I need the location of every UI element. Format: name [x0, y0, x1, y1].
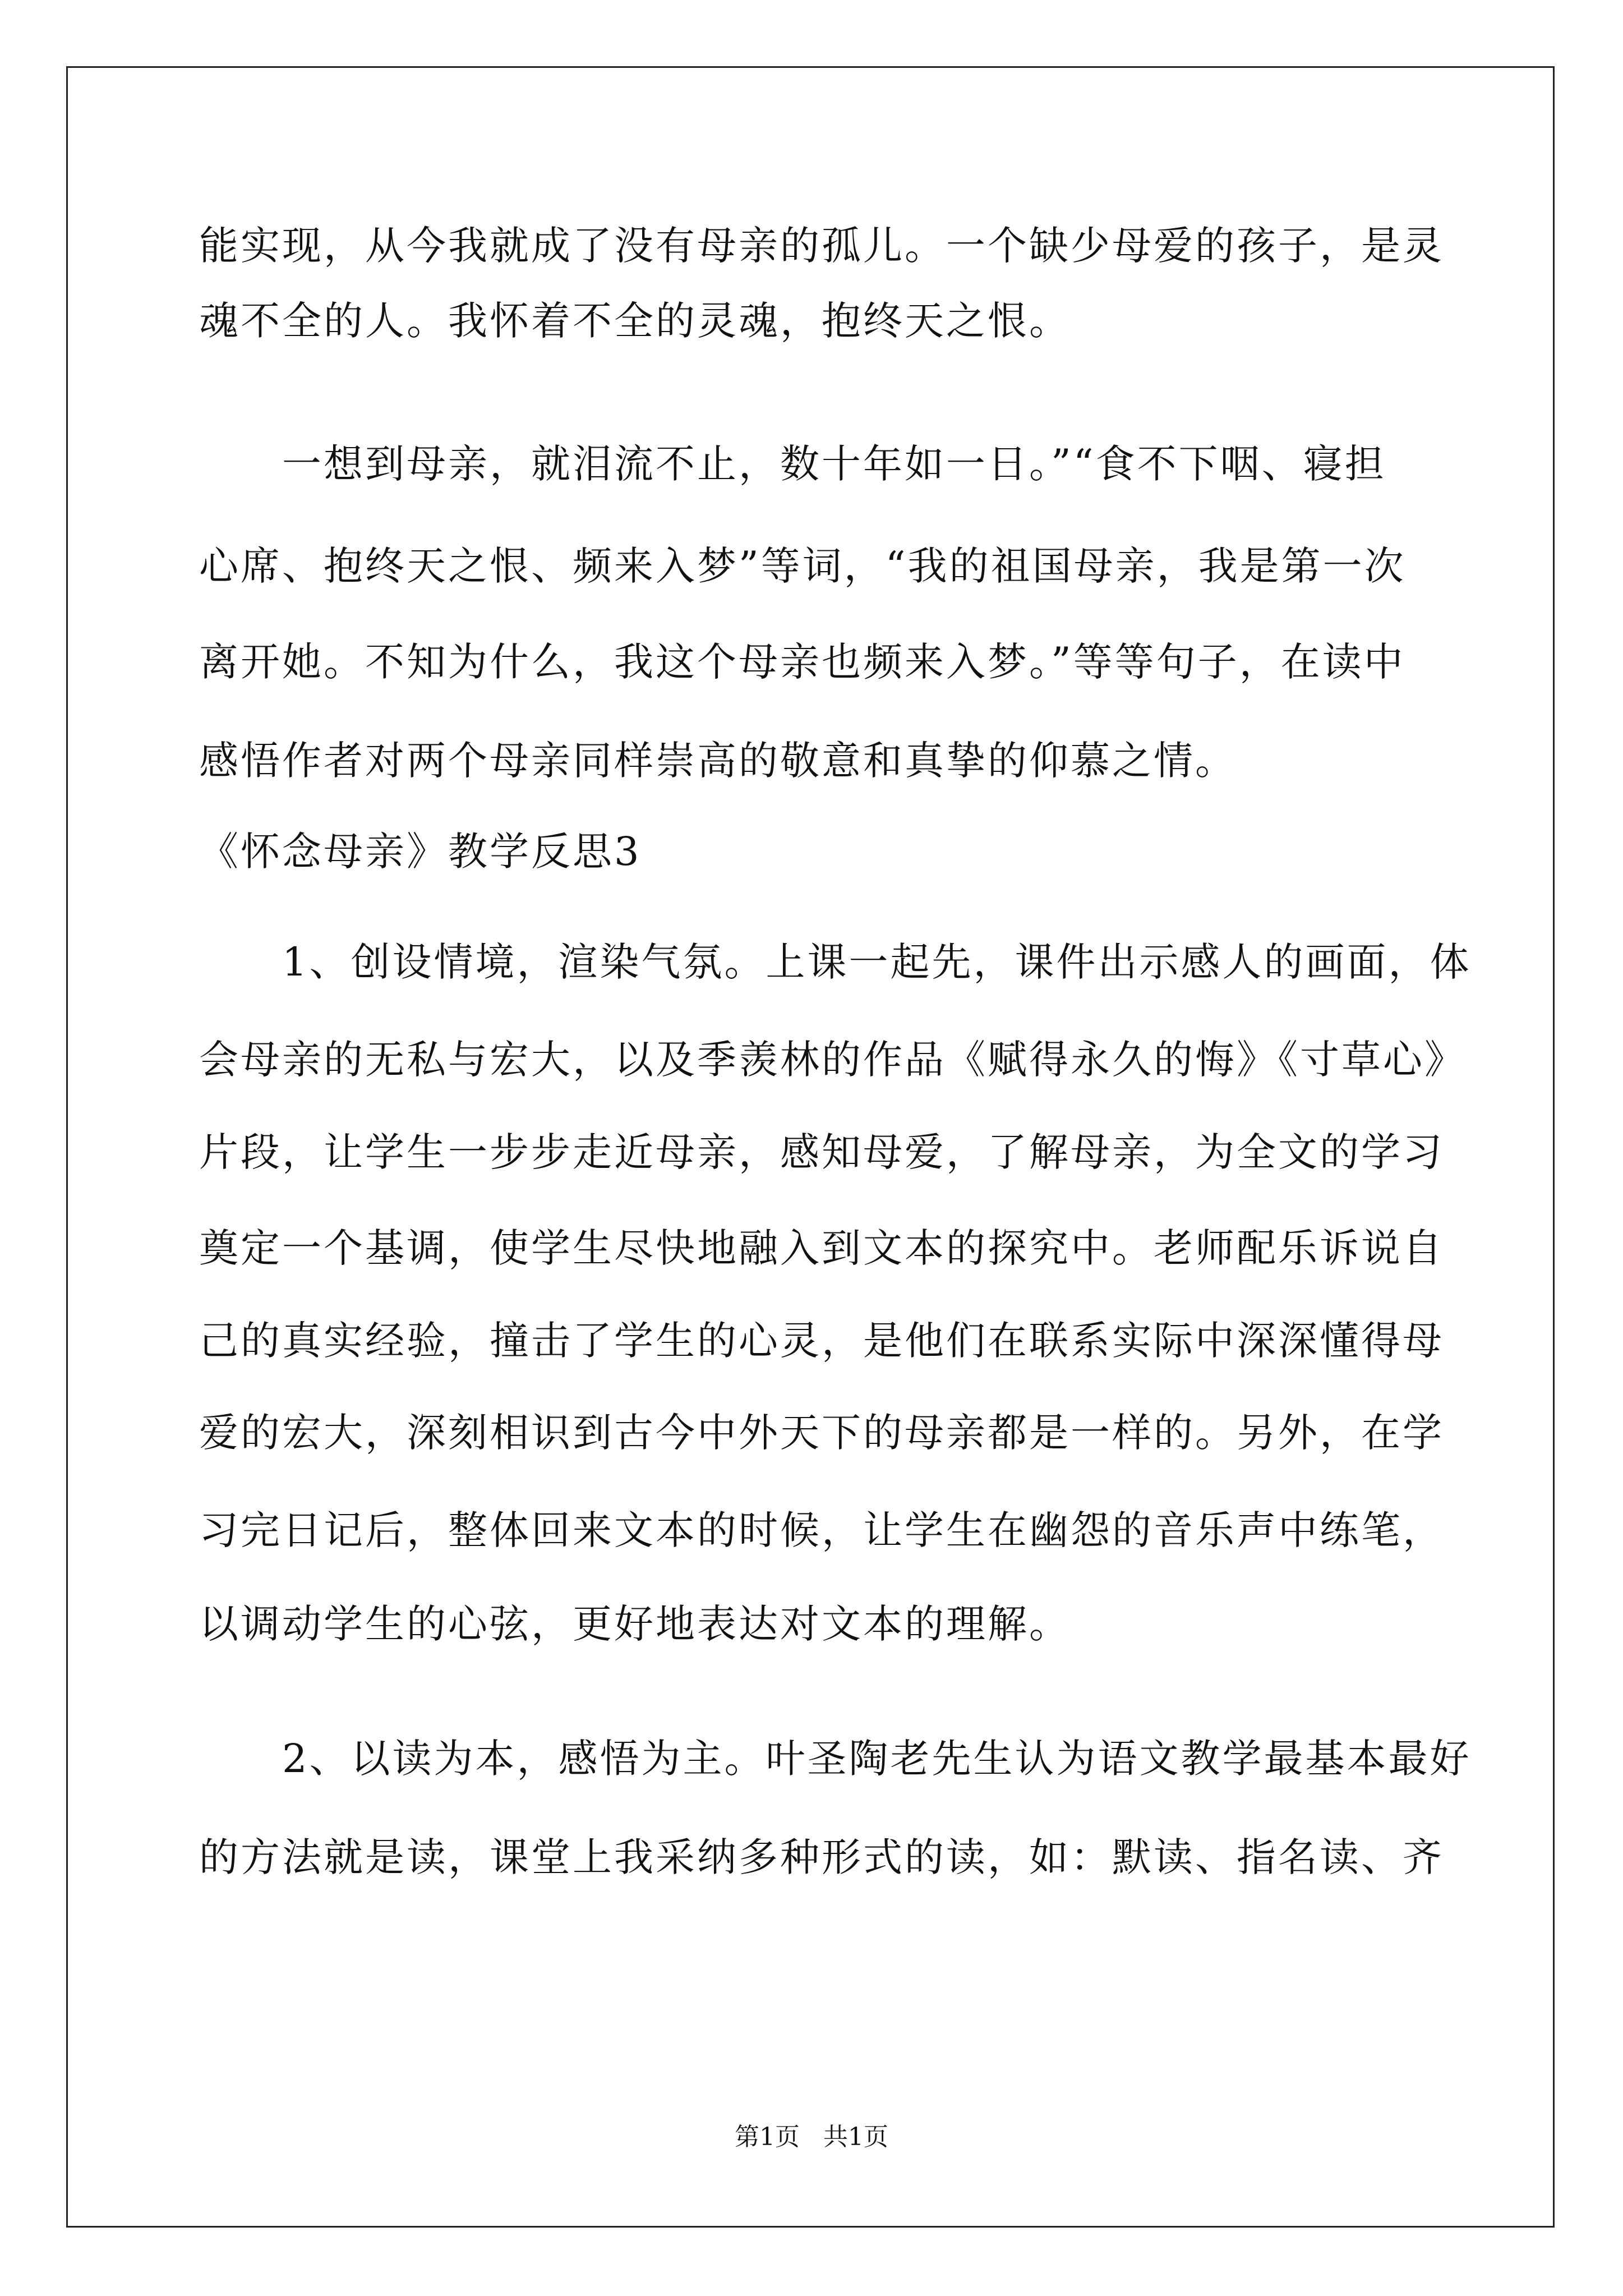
- text-line: 会母亲的无私与宏大，以及季羡林的作品《赋得永久的悔》《寸草心》: [199, 1037, 1466, 1083]
- text-line: 离开她。不知为什么，我这个母亲也频来入梦。”等等句子，在读中: [199, 639, 1405, 685]
- text-line: 爱的宏大，深刻相识到古今中外天下的母亲都是一样的。另外，在学: [199, 1410, 1444, 1456]
- text-line: 感悟作者对两个母亲同样崇高的敬意和真挚的仰慕之情。: [199, 738, 1237, 784]
- text-line: 1、创设情境，渲染气氛。上课一起先，课件出示感人的画面，体: [199, 939, 1472, 985]
- text-line: 魂不全的人。我怀着不全的灵魂，抱终天之恨。: [199, 298, 1071, 344]
- text-line: 习完日记后，整体回来文本的时候，让学生在幽怨的音乐声中练笔，: [199, 1507, 1444, 1553]
- text-line: 奠定一个基调，使学生尽快地融入到文本的探究中。老师配乐诉说自: [199, 1225, 1444, 1271]
- text-line: 2、以读为本，感悟为主。叶圣陶老先生认为语文教学最基本最好: [199, 1736, 1472, 1782]
- page-total: 共1页: [823, 2123, 888, 2151]
- text-line: 的方法就是读，课堂上我采纳多种形式的读，如：默读、指名读、齐: [199, 1834, 1444, 1880]
- page-number: 第1页: [735, 2123, 800, 2151]
- text-line: 以调动学生的心弦，更好地表达对文本的理解。: [199, 1601, 1071, 1647]
- text-line: 一想到母亲，就泪流不止，数十年如一日。”“食不下咽、寝担: [199, 441, 1386, 487]
- text-line: 己的真实经验，撞击了学生的心灵，是他们在联系实际中深深懂得母: [199, 1318, 1444, 1364]
- page-footer: [0, 2120, 1623, 2154]
- text-line: 能实现，从今我就成了没有母亲的孤儿。一个缺少母爱的孩子，是灵: [199, 223, 1444, 269]
- text-line: 片段，让学生一步步走近母亲，感知母爱，了解母亲，为全文的学习: [199, 1129, 1444, 1175]
- text-line: 心席、抱终天之恨、频来入梦”等词，“我的祖国母亲，我是第一次: [199, 543, 1406, 589]
- section-heading: 《怀念母亲》教学反思3: [199, 829, 642, 875]
